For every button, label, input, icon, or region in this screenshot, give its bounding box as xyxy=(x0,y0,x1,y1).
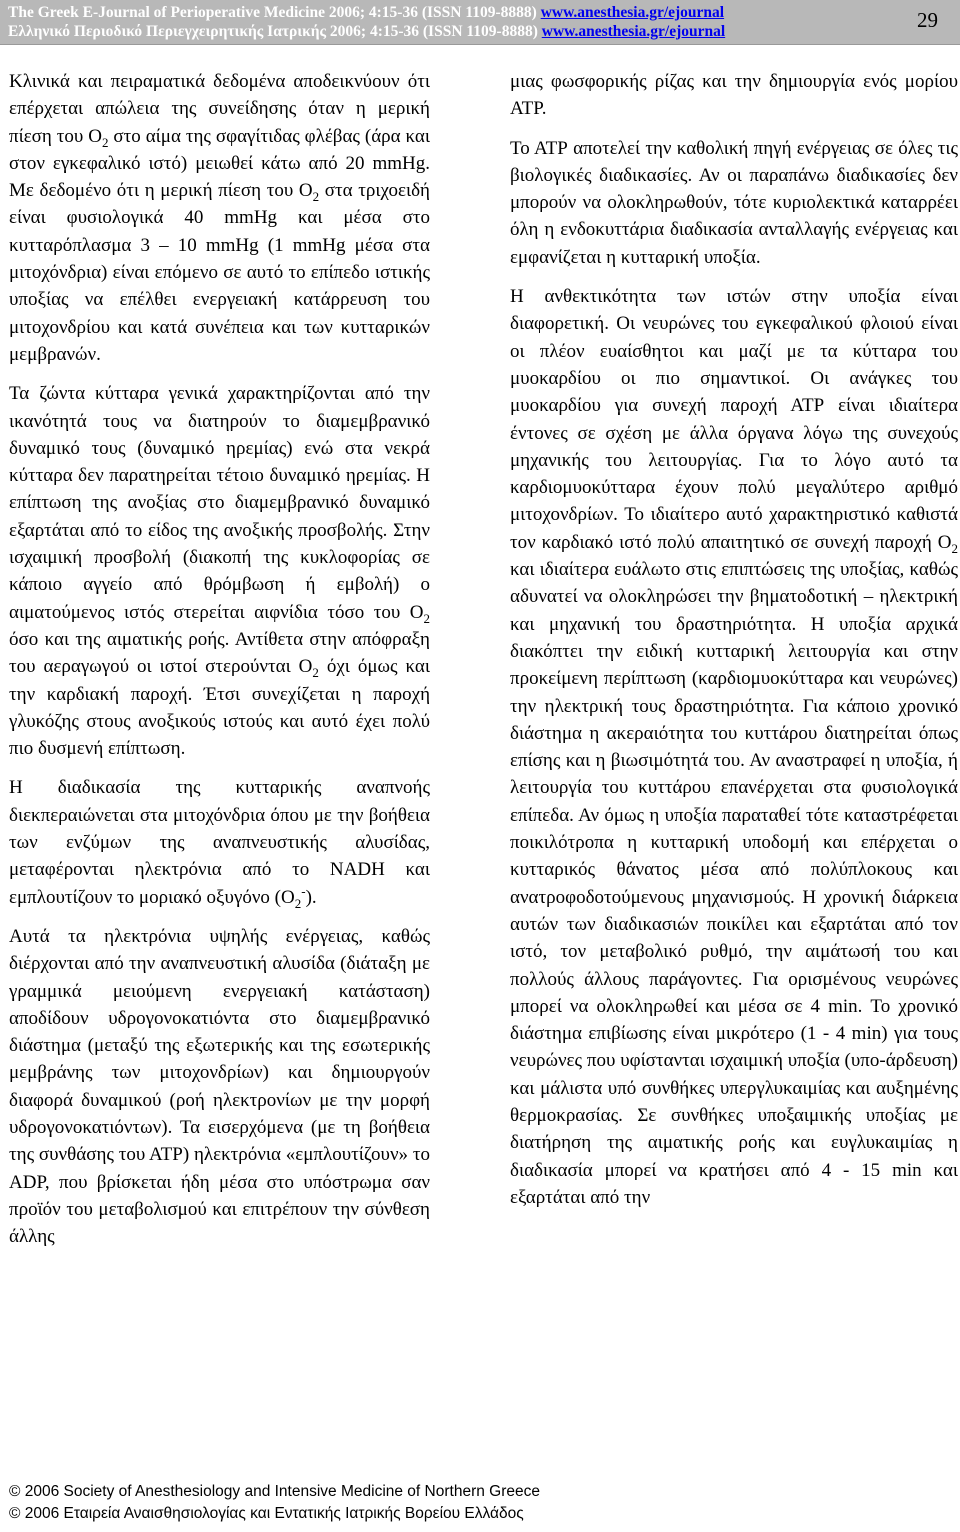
header-line-english xyxy=(8,3,725,22)
paragraph-cellular-respiration xyxy=(9,774,430,910)
paragraph-electron-transport: Αυτά τα ηλεκτρόνια υψηλής ενέργειας, καθώς διέρχονται από την αναπνευστική αλυσίδα (διάταξη με γραμμικά μειούμενη ενεργειακή κατάσταση) αποδίδουν υδρογονοκατιόντα στο διαμεμβρανικό διάστημα (μεταξύ της εξωτερικής και της εσωτερικής μεμβράνης των μιτοχονδρίων) και δημιουργούν διαφορά δυναμικού (ροή ηλεκτρονίων με την μορφή υδρογονοκατιόντων). Τα εισερχόμενα (με τη βοήθεια της συνθάσης του ΑΤΡ) ηλεκτρόνια «εμπλουτίζουν» το ADP, που βρίσκεται ήδη μέσα στο υπόστρωμα σαν προϊόν του μεταβολισμού και επιτρέπουν την σύνθεση άλλης xyxy=(9,925,430,1248)
text-run: όσο και της αιματικής ροής. Αντίθετα στην απόφραξη του αεραγωγού οι ιστοί στερούνται Ο xyxy=(9,628,430,678)
paragraph-atp-synthesis-end: μιας φωσφορικής ρίζας και την δημιουργία ενός μορίου ΑΤΡ. xyxy=(510,71,958,120)
page-number: 29 xyxy=(917,8,938,32)
subscript: 2 xyxy=(312,665,319,681)
superscript: - xyxy=(301,883,306,899)
copyright-greek: © 2006 Εταιρεία Αναισθησιολογίας και Εντατικής Ιατρικής Βορείου Ελλάδος xyxy=(9,1505,524,1522)
text-run: στο αίμα της σφαγίτιδας φλέβας (άρα και στον εγκεφαλικό ιστό) μειωθεί κάτω από 20 mmHg. Με δεδομένο ότι η μερική πίεση του Ο xyxy=(9,125,430,202)
right-column xyxy=(510,68,958,1223)
header-citation xyxy=(8,3,725,41)
header-line-greek xyxy=(8,22,725,41)
subscript: 2 xyxy=(312,188,320,204)
subscript: 2 xyxy=(423,610,430,626)
text-run: όχι όμως και την καρδιακή παροχή. Έτσι συνεχίζεται η παροχή γλυκόζης στους ανοξικούς ιστούς και αυτό έχει πολύ πιο δυσμενή επίπτωση. xyxy=(9,656,430,760)
paragraph-hypoxia-consciousness xyxy=(9,68,430,368)
text-run: Τα ζώντα κύτταρα γενικά χαρακτηρίζονται από την ικανότητά τους να διατηρούν το διαμεμβρανικό δυναμικό τους (δυναμικό ηρεμίας) ενώ στα νεκρά κύτταρα δεν παρατηρείται τέτοιο δυναμικό ηρεμίας. Η επίπτωση της ανοξίας στο διαμεμβρανικό δυναμικό εξαρτάται από το είδος της ανοξικής προσβολής. Στην ισχαιμική προσβολή (διακοπή της κυκλοφορίας σε κάποιο αγγείο από θρόμβωση ή εμβολή) ο αιματούμενος ιστός στερείται αιφνίδια τόσο του Ο xyxy=(9,383,430,623)
subscript: 2 xyxy=(294,895,302,911)
paragraph-atp-energy: Το ΑΤΡ αποτελεί την καθολική πηγή ενέργειας σε όλες τις βιολογικές διαδικασίες. Αν οι παραπάνω διαδικασίες δεν μπορούν να ολοκληρωθούν, τότε κυριολεκτικά καταρρέει όλη η ενδοκυττάρια διαδικασία ανταλλαγής ενέργειας και εμφανίζεται η κυτταρική υποξία. xyxy=(510,137,958,268)
text-run: Κλινικά και πειραματικά δεδομένα αποδεικνύουν ότι επέρχεται απώλεια της συνείδησης όταν η μερική πίεση του Ο xyxy=(9,71,430,147)
journal-link-greek[interactable]: www.anesthesia.gr/ejournal xyxy=(541,23,726,40)
text-run: Η διαδικασία της κυτταρικής αναπνοής διεκπεραιώνεται στα μιτοχόνδρια όπου με την βοήθεια των ενζύμων της αναπνευστικής αλυσίδας, μεταφέρονται ηλεκτρόνια από το NADH και εμπλουτίζουν το μοριακό οξυγόνο (Ο xyxy=(9,777,430,908)
paragraph-tissue-resistance xyxy=(510,283,958,1211)
journal-header xyxy=(0,0,960,45)
text-run: στα τριχοειδή είναι φυσιολογικά 40 mmHg και μέσα στο κυτταρόπλασμα 3 – 10 mmHg (1 mmHg μέσα στα μιτοχόνδρια) είναι επόμενο σε αυτό το επίπεδο ιστικής υποξίας να επέλθει ενεργειακή κατάρρευση του μιτοχονδρίου και κατά συνέπεια και των κυτταρικών μεμβρανών. xyxy=(9,180,430,365)
paragraph-membrane-potential xyxy=(9,380,430,762)
subscript: 2 xyxy=(951,540,958,556)
journal-link-english[interactable]: www.anesthesia.gr/ejournal xyxy=(540,4,725,21)
text-run: ). xyxy=(305,886,317,908)
left-column xyxy=(9,68,430,1262)
subscript: 2 xyxy=(101,134,109,150)
header-text-greek: Ελληνικό Περιοδικό Περιεγχειρητικής Ιατρικής 2006; 4:15-36 (ISSN 1109-8888) xyxy=(8,23,542,40)
header-text-english: The Greek E-Journal of Perioperative Medicine 2006; 4:15-36 (ISSN 1109-8888) xyxy=(8,4,541,21)
copyright-english: © 2006 Society of Anesthesiology and Intensive Medicine of Northern Greece xyxy=(9,1483,540,1500)
text-run: και ιδιαίτερα ευάλωτο στις επιπτώσεις της υποξίας, καθώς αδυνατεί να ολοκληρώσει την βηματοδοτική – ηλεκτρική και μηχανική του δραστηριότητα. Η υποξία αρχικά διακόπτει την ειδική κυτταρική λειτουργία και στην προκείμενη περίπτωση (καρδιομυοκύτταρα και νευρώνες) την ηλεκτρική τους δραστηριότητα. Για κάποιο χρονικό διάστημα η ακεραιότητα του κυττάρου διατηρείται όπως επίσης και η βιωσιμότητά του. Αν αναστραφεί η υποξία, ή λειτουργία του κυττάρου επανέρχεται στα φυσιολογικά επίπεδα. Αν όμως η υποξία παραταθεί τότε καταστρέφεται ποικιλότροπα η κυτταρική υποδομή και επέρχεται ο κυτταρικός θάνατος μέσα από πολύπλοκους και ανατροφοδοτούμενους μηχανισμούς. Η χρονική διάρκεια αυτών των διαδικασιών ποικίλει και εξαρτάται από τον ιστό, τον μεταβολικό ρυθμό, την αιμάτωσή του και πολλούς άλλους παράγοντες. Για ορισμένους νευρώνες μπορεί να ολοκληρωθεί και μέσα σε 4 min. Το χρονικό διάστημα επιβίωσης είναι μικρότερο (1 - 4 min) για τους νευρώνες που υφίστανται ισχαιμική υποξία (υπο-άρδευση) και μάλιστα υπό συνθήκες υπεργλυκαιμίας και αυξημένης θερμοκρασίας. Σε συνθήκες υποξαιμικής υποξίας με διατήρηση της αιματικής ροής και ευγλυκαιμίας η διαδικασία μπορεί να κρατήσει από 4 - 15 min και εξαρτάται από την xyxy=(510,559,958,1208)
copyright-footer xyxy=(9,1481,540,1525)
text-run: Η ανθεκτικότητα των ιστών στην υποξία είναι διαφορετική. Οι νευρώνες του εγκεφαλικού φλοιού είναι οι πλέον ευαίσθητοι και μαζί με τα κύτταρα του μυοκαρδίου οι πιο σημαντικοί. Οι ανάγκες του μυοκαρδίου για συνεχή παροχή ΑΤΡ είναι ιδιαίτερα έντονες σε σχέση με άλλα όργανα λόγω της συνεχούς μηχανικής του λειτουργίας. Για το λόγο αυτό τα καρδιομυοκύτταρα έχουν πολύ μεγαλύτερο αριθμό μιτοχονδρίων. Το ιδιαίτερο αυτό χαρακτηριστικό καθιστά τον καρδιακό ιστό πολύ απαιτητικό σε συνεχή παροχή Ο xyxy=(510,286,958,553)
